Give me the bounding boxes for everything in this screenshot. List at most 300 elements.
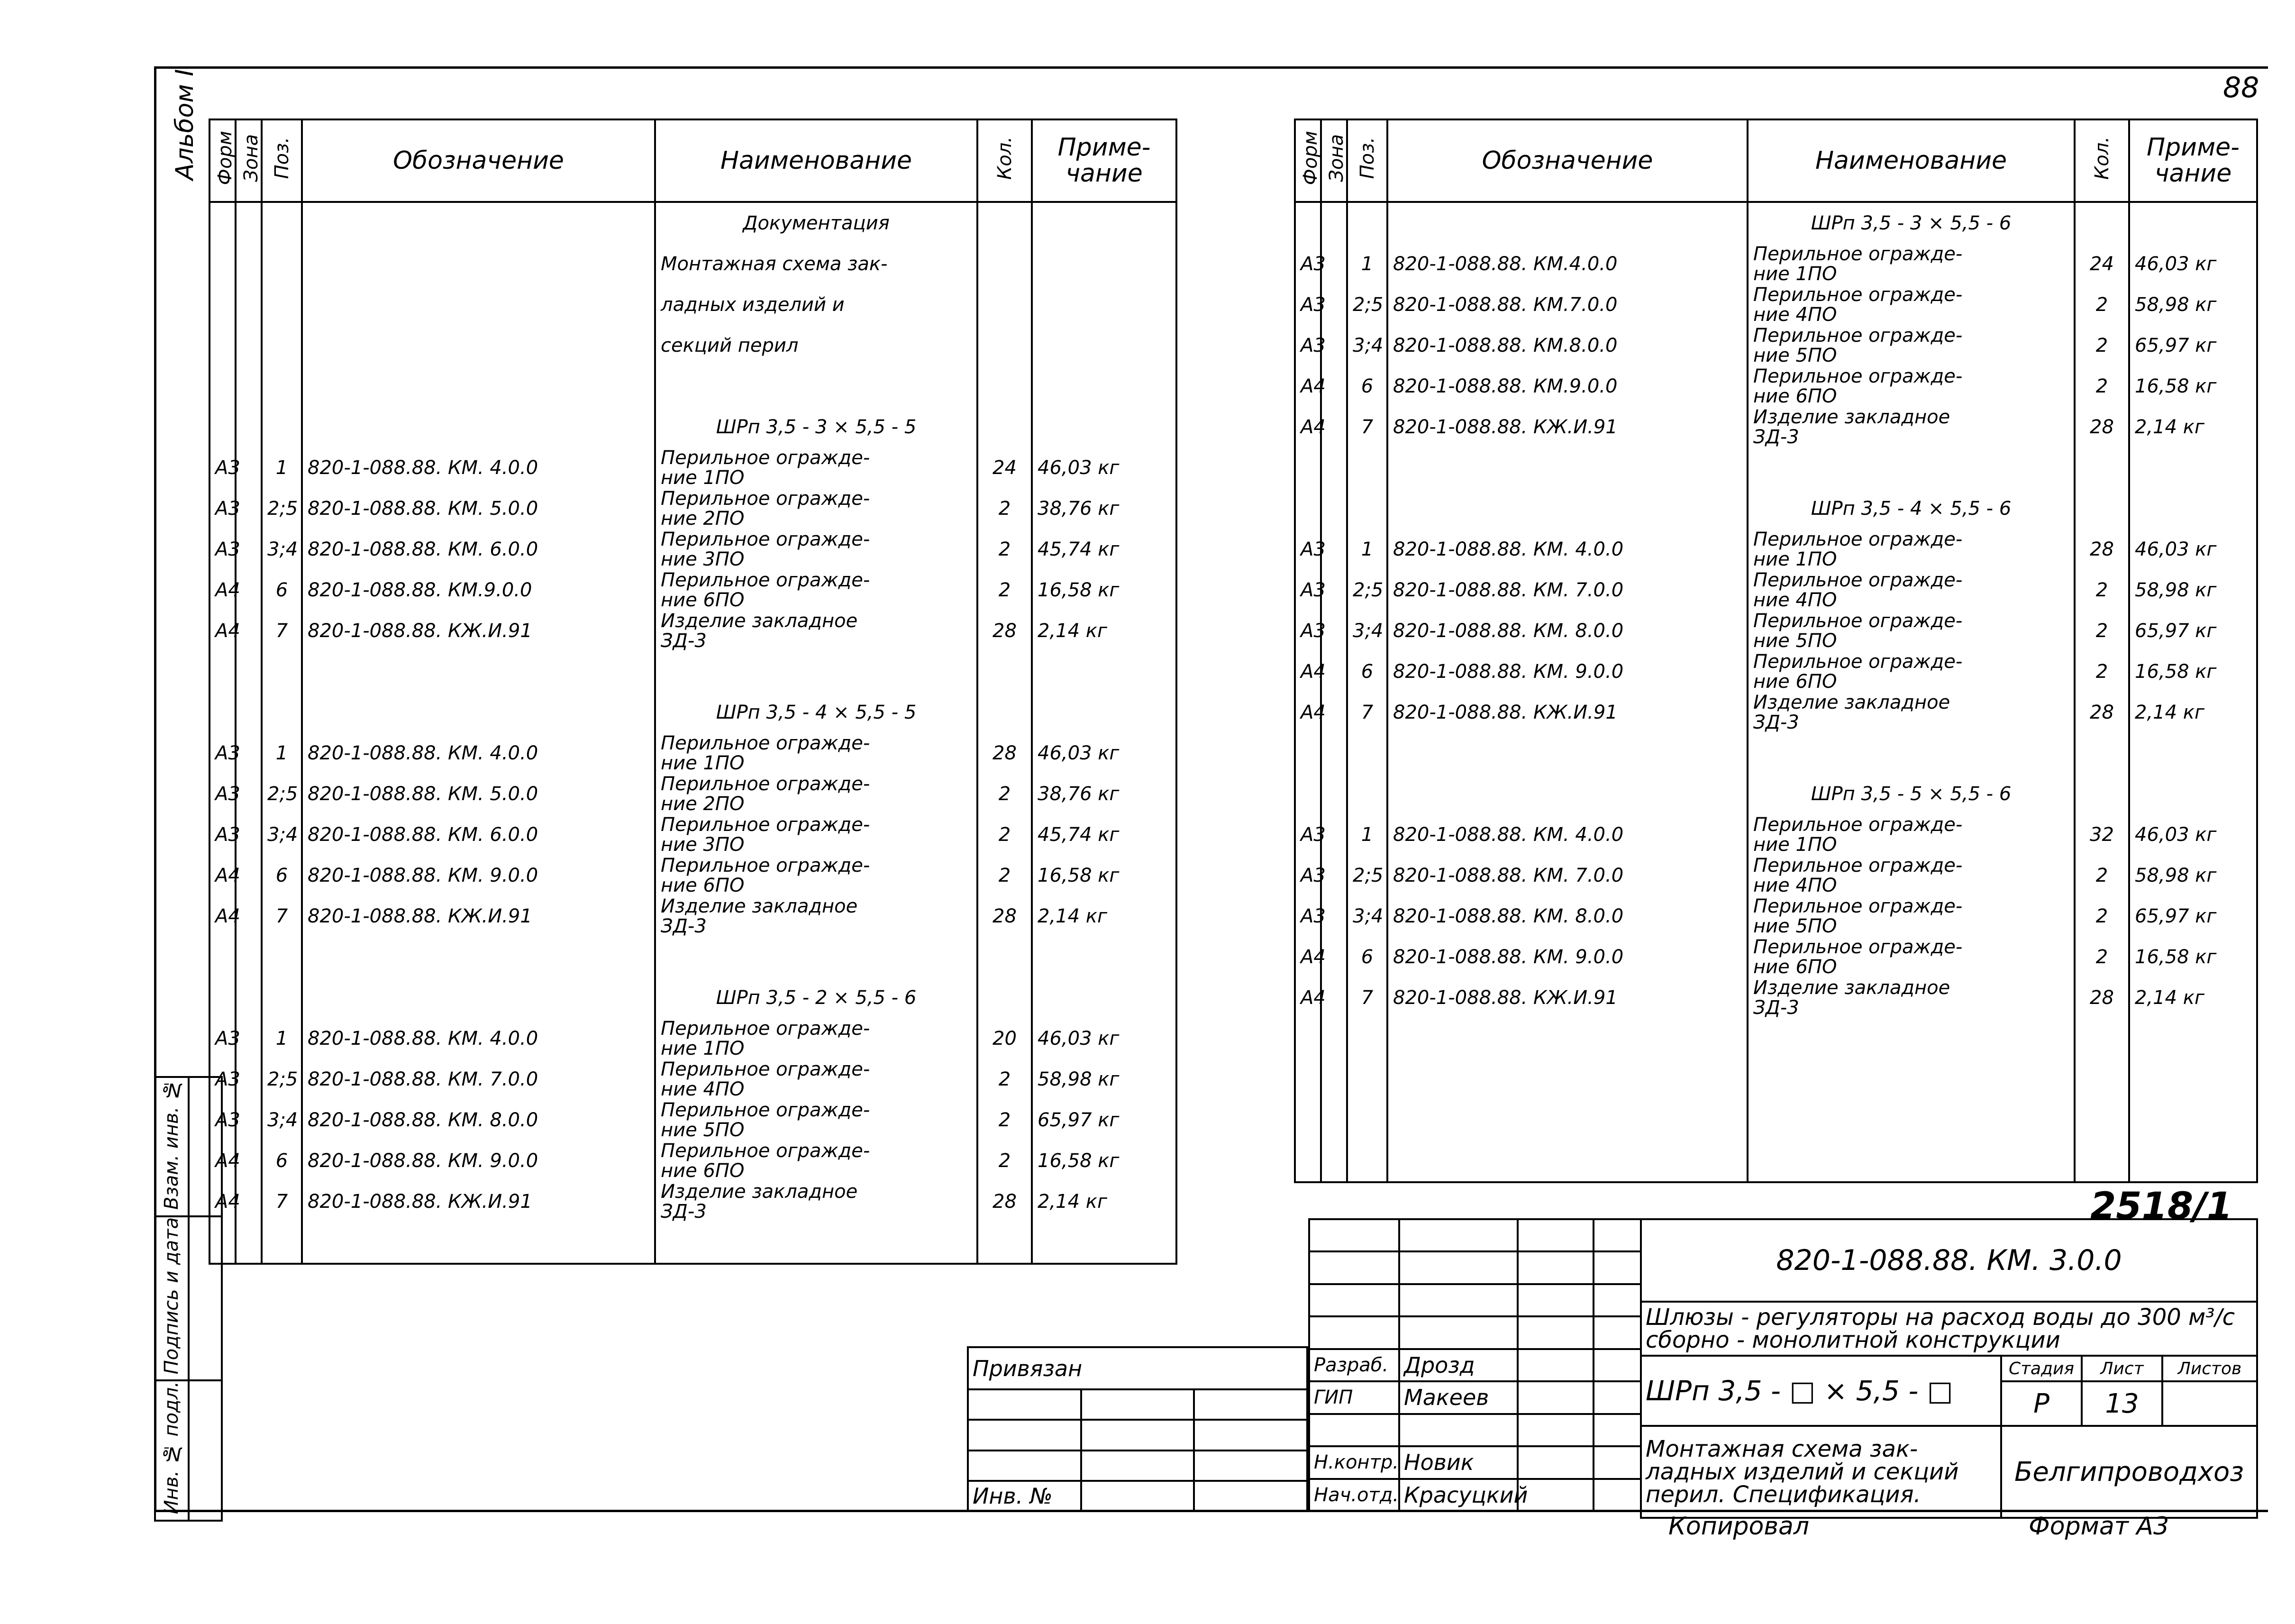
name-cell — [1748, 937, 2075, 977]
name-cell — [1748, 366, 2075, 407]
empty-cell — [2129, 488, 2257, 529]
empty-row — [1295, 447, 2257, 488]
designation-cell: 820-1-088.88. КМ. 7.0.0 — [1387, 570, 1748, 611]
empty-cell — [2129, 1018, 2257, 1059]
qty-cell: 2 — [2075, 611, 2129, 651]
header-note: Приме-чание — [1032, 119, 1176, 202]
form-cell: А3 — [209, 774, 236, 814]
note-cell: 16,58 кг — [2129, 651, 2257, 692]
note-cell: 58,98 кг — [1032, 1059, 1176, 1100]
note-cell: 45,74 кг — [1032, 814, 1176, 855]
empty-cell — [1748, 1100, 2075, 1140]
form-cell: А4 — [209, 611, 236, 651]
spec-row — [209, 855, 1176, 896]
empty-cell — [1032, 407, 1176, 447]
qty-cell: 28 — [2075, 977, 2129, 1018]
signature-grid — [1308, 1218, 1642, 1512]
name-line-2: ЗД-3 — [1753, 997, 1799, 1019]
qty-cell: 2 — [977, 814, 1032, 855]
pos-cell: 6 — [262, 570, 302, 611]
name-cell — [655, 814, 977, 855]
empty-cell — [209, 284, 236, 325]
empty-cell — [977, 244, 1032, 284]
pos-cell: 6 — [262, 1140, 302, 1181]
sheets-label: Листов — [2162, 1356, 2257, 1381]
designation-cell: 820-1-088.88. КМ. 4.0.0 — [1387, 814, 1748, 855]
empty-cell — [1387, 1100, 1748, 1140]
note-cell: 46,03 кг — [2129, 814, 2257, 855]
designation-cell: 820-1-088.88. КМ.9.0.0 — [1387, 366, 1748, 407]
designation-cell: 820-1-088.88. КМ.8.0.0 — [1387, 325, 1748, 366]
side-stamp — [154, 1076, 223, 1522]
pos-cell: 1 — [1347, 244, 1387, 284]
pos-cell: 6 — [1347, 937, 1387, 977]
section-title-row — [1295, 202, 2257, 244]
name-cell — [655, 488, 977, 529]
empty-cell — [262, 284, 302, 325]
empty-cell — [2129, 1140, 2257, 1182]
form-cell: А4 — [209, 1181, 236, 1222]
empty-cell — [1748, 1018, 2075, 1059]
qty-cell: 28 — [977, 1181, 1032, 1222]
empty-cell — [209, 366, 236, 407]
name-line-2: ние 6ПО — [661, 1160, 745, 1182]
spec-row — [1295, 977, 2257, 1018]
qty-cell: 24 — [2075, 244, 2129, 284]
empty-cell — [2075, 1059, 2129, 1100]
name-line-2: ние 3ПО — [661, 548, 745, 570]
name-line-2: ние 5ПО — [1753, 630, 1837, 652]
empty-cell — [977, 202, 1032, 244]
name-cell — [655, 733, 977, 774]
spec-row — [209, 570, 1176, 611]
spec-row — [209, 488, 1176, 529]
section-title: ШРп 3,5 - 3 × 5,5 - 6 — [1748, 202, 2075, 244]
form-cell: А3 — [1295, 896, 1321, 937]
empty-cell — [2129, 774, 2257, 814]
empty-cell — [1032, 325, 1176, 366]
stamp-signature-date: Подпись и дата — [161, 1217, 183, 1375]
note-cell: 65,97 кг — [2129, 896, 2257, 937]
designation-cell: 820-1-088.88. КМ.4.0.0 — [1387, 244, 1748, 284]
name-cell — [1748, 570, 2075, 611]
empty-cell — [1032, 1222, 1176, 1264]
empty-cell — [977, 692, 1032, 733]
empty-row — [209, 1222, 1176, 1264]
name-line-2: ние 6ПО — [661, 589, 745, 611]
empty-cell — [655, 1222, 977, 1264]
drawing-title — [1641, 1426, 2001, 1518]
doc-line: ладных изделий и — [655, 284, 977, 325]
name-line-1: Изделие закладное — [661, 895, 858, 917]
name-line-1: Изделие закладное — [661, 1181, 858, 1203]
stamp-inv-number: Инв. № подл. — [161, 1381, 183, 1515]
name-line-2: ние 6ПО — [1753, 671, 1837, 693]
designation-cell: 820-1-088.88. КМ. 9.0.0 — [1387, 937, 1748, 977]
name-line-2: ние 5ПО — [1753, 915, 1837, 937]
name-cell — [655, 1181, 977, 1222]
empty-row — [209, 366, 1176, 407]
pos-cell: 1 — [262, 733, 302, 774]
left-header-row — [209, 119, 1176, 202]
name-line-1: Изделие закладное — [1753, 977, 1950, 999]
name-line-1: Перильное огражде- — [661, 1099, 870, 1121]
name-line-1: Перильное огражде- — [661, 855, 870, 876]
empty-cell — [302, 284, 655, 325]
empty-row — [209, 651, 1176, 692]
empty-cell — [236, 366, 262, 407]
spec-row — [1295, 529, 2257, 570]
empty-cell — [262, 366, 302, 407]
empty-cell — [262, 202, 302, 244]
form-cell: А4 — [1295, 937, 1321, 977]
left-spec-table — [209, 119, 1177, 1265]
name-cell — [1748, 529, 2075, 570]
spec-row — [1295, 244, 2257, 284]
empty-cell — [236, 244, 262, 284]
empty-cell — [2075, 774, 2129, 814]
note-cell: 65,97 кг — [2129, 325, 2257, 366]
pos-cell: 3;4 — [1347, 325, 1387, 366]
doc-code: 820-1-088.88. КМ. 3.0.0 — [1641, 1219, 2257, 1302]
section-title-row — [209, 977, 1176, 1018]
sheet-corner-number: 88 — [2223, 71, 2259, 104]
empty-cell — [1295, 1059, 1321, 1100]
name-cell — [655, 1140, 977, 1181]
pos-cell: 2;5 — [262, 488, 302, 529]
name-cell — [1748, 284, 2075, 325]
designation-cell: 820-1-088.88. КМ. 4.0.0 — [302, 1018, 655, 1059]
empty-cell — [1032, 202, 1176, 244]
copied-label: Копировал — [1668, 1512, 1810, 1541]
empty-cell — [1347, 1059, 1387, 1100]
note-cell: 16,58 кг — [2129, 366, 2257, 407]
spec-row — [1295, 896, 2257, 937]
name-line-1: Перильное огражде- — [1753, 243, 1963, 265]
empty-cell — [1295, 733, 1321, 774]
spec-row — [209, 1181, 1176, 1222]
name-line-2: ние 1ПО — [661, 1038, 745, 1059]
header-designation: Обозначение — [302, 119, 655, 202]
form-cell: А3 — [209, 814, 236, 855]
empty-cell — [236, 407, 262, 447]
form-cell: А4 — [209, 896, 236, 937]
header-pos: Поз. — [1356, 137, 1378, 179]
empty-cell — [302, 407, 655, 447]
empty-cell — [977, 651, 1032, 692]
empty-cell — [1387, 774, 1748, 814]
empty-cell — [302, 325, 655, 366]
qty-cell: 2 — [977, 774, 1032, 814]
empty-cell — [209, 692, 236, 733]
note-cell: 46,03 кг — [2129, 244, 2257, 284]
form-cell: А3 — [1295, 325, 1321, 366]
name-cell — [1748, 651, 2075, 692]
note-cell: 58,98 кг — [2129, 284, 2257, 325]
empty-cell — [1347, 1100, 1387, 1140]
name-line-1: Перильное огражде- — [1753, 651, 1963, 673]
empty-cell — [1347, 774, 1387, 814]
designation-cell: 820-1-088.88. КЖ.И.91 — [1387, 407, 1748, 447]
role-row-dept-head: Нач.отд. Красуцкий — [1309, 1479, 1641, 1512]
note-cell: 65,97 кг — [1032, 1100, 1176, 1140]
empty-cell — [236, 977, 262, 1018]
empty-cell — [977, 937, 1032, 977]
form-cell: А3 — [1295, 814, 1321, 855]
header-name: Наименование — [655, 119, 977, 202]
empty-cell — [1032, 366, 1176, 407]
pos-cell: 3;4 — [1347, 896, 1387, 937]
pos-cell: 2;5 — [262, 1059, 302, 1100]
designation-cell: 820-1-088.88. КМ. 6.0.0 — [302, 529, 655, 570]
empty-cell — [977, 284, 1032, 325]
spec-row — [1295, 611, 2257, 651]
empty-cell — [236, 692, 262, 733]
empty-cell — [2129, 1100, 2257, 1140]
type-mark: ШРп 3,5 - □ × 5,5 - □ — [1641, 1356, 2001, 1426]
name-line-2: ние 6ПО — [1753, 385, 1837, 407]
empty-cell — [302, 244, 655, 284]
designation-cell: 820-1-088.88. КМ. 9.0.0 — [302, 855, 655, 896]
empty-cell — [302, 651, 655, 692]
note-cell: 16,58 кг — [1032, 570, 1176, 611]
empty-cell — [302, 937, 655, 977]
section-title-row — [209, 692, 1176, 733]
spec-row — [209, 1018, 1176, 1059]
empty-cell — [1347, 447, 1387, 488]
name-line-1: Перильное огражде- — [661, 569, 870, 591]
empty-cell — [1321, 447, 1347, 488]
spec-row — [209, 896, 1176, 937]
name-line-1: Перильное огражде- — [1753, 936, 1963, 958]
spec-row — [209, 1140, 1176, 1181]
section-title-row — [1295, 774, 2257, 814]
pos-cell: 7 — [1347, 692, 1387, 733]
designation-cell: 820-1-088.88. КМ. 4.0.0 — [1387, 529, 1748, 570]
pos-cell: 7 — [262, 611, 302, 651]
name-line-1: Перильное огражде- — [661, 1018, 870, 1040]
bound-block — [967, 1346, 1308, 1512]
name-cell — [1748, 814, 2075, 855]
empty-cell — [236, 325, 262, 366]
name-cell — [655, 447, 977, 488]
qty-cell: 28 — [977, 733, 1032, 774]
note-cell: 46,03 кг — [1032, 447, 1176, 488]
qty-cell: 2 — [2075, 937, 2129, 977]
pos-cell: 7 — [1347, 407, 1387, 447]
empty-cell — [262, 977, 302, 1018]
note-cell: 58,98 кг — [2129, 855, 2257, 896]
name-line-2: ние 2ПО — [661, 508, 745, 529]
empty-cell — [1295, 447, 1321, 488]
name-line-2: ние 4ПО — [1753, 875, 1837, 896]
pos-cell: 6 — [262, 855, 302, 896]
section-title: ШРп 3,5 - 4 × 5,5 - 6 — [1748, 488, 2075, 529]
pos-cell: 2;5 — [1347, 855, 1387, 896]
empty-cell — [1321, 1018, 1347, 1059]
empty-cell — [1295, 1018, 1321, 1059]
empty-cell — [2129, 1059, 2257, 1100]
designation-cell: 820-1-088.88. КМ. 5.0.0 — [302, 774, 655, 814]
header-form: Форм — [1300, 131, 1321, 185]
pos-cell: 7 — [1347, 977, 1387, 1018]
pos-cell: 1 — [262, 447, 302, 488]
note-cell: 2,14 кг — [2129, 977, 2257, 1018]
empty-cell — [1347, 733, 1387, 774]
form-cell: А4 — [1295, 977, 1321, 1018]
empty-cell — [2129, 733, 2257, 774]
designation-cell: 820-1-088.88. КМ. 7.0.0 — [302, 1059, 655, 1100]
qty-cell: 2 — [977, 1140, 1032, 1181]
qty-cell: 2 — [2075, 325, 2129, 366]
empty-cell — [236, 1222, 262, 1264]
name-cell — [655, 570, 977, 611]
form-cell: А3 — [209, 733, 236, 774]
name-cell — [1748, 244, 2075, 284]
qty-cell: 2 — [977, 488, 1032, 529]
empty-row — [1295, 1059, 2257, 1100]
name-line-1: Изделие закладное — [1753, 692, 1950, 713]
spec-row — [209, 529, 1176, 570]
empty-row — [1295, 1140, 2257, 1182]
stage-label: Стадия — [2001, 1356, 2082, 1381]
empty-cell — [2075, 1100, 2129, 1140]
empty-cell — [655, 366, 977, 407]
empty-cell — [262, 937, 302, 977]
name-line-2: ЗД-3 — [661, 915, 707, 937]
qty-cell: 2 — [977, 1059, 1032, 1100]
spec-row — [209, 1100, 1176, 1140]
empty-cell — [262, 651, 302, 692]
name-line-1: Перильное огражде- — [661, 773, 870, 795]
qty-cell: 28 — [977, 896, 1032, 937]
doc-line: секций перил — [655, 325, 977, 366]
designation-cell: 820-1-088.88. КМ. 4.0.0 — [302, 733, 655, 774]
pos-cell: 1 — [1347, 529, 1387, 570]
name-line-1: Перильное огражде- — [1753, 895, 1963, 917]
header-name: Наименование — [1748, 119, 2075, 202]
pos-cell: 7 — [262, 1181, 302, 1222]
name-line-2: ние 6ПО — [1753, 956, 1837, 978]
name-line-1: Изделие закладное — [661, 610, 858, 632]
spec-row — [1295, 325, 2257, 366]
empty-cell — [1387, 1059, 1748, 1100]
sheet-value: 13 — [2082, 1381, 2162, 1426]
qty-cell: 2 — [977, 1100, 1032, 1140]
qty-cell: 2 — [977, 855, 1032, 896]
spec-row — [1295, 651, 2257, 692]
doc-line-row — [209, 244, 1176, 284]
designation-cell: 820-1-088.88. КЖ.И.91 — [302, 896, 655, 937]
name-line-1: Перильное огражде- — [661, 488, 870, 510]
pos-cell: 6 — [1347, 366, 1387, 407]
empty-row — [209, 937, 1176, 977]
note-cell: 2,14 кг — [1032, 1181, 1176, 1222]
name-cell — [1748, 692, 2075, 733]
designation-cell: 820-1-088.88. КЖ.И.91 — [302, 611, 655, 651]
name-line-2: ние 4ПО — [1753, 304, 1837, 326]
empty-cell — [209, 244, 236, 284]
header-designation: Обозначение — [1387, 119, 1748, 202]
empty-cell — [262, 244, 302, 284]
qty-cell: 2 — [977, 529, 1032, 570]
qty-cell: 24 — [977, 447, 1032, 488]
section-title: ШРп 3,5 - 4 × 5,5 - 5 — [655, 692, 977, 733]
name-cell — [1748, 896, 2075, 937]
bound-label: Привязан — [968, 1347, 1307, 1389]
form-cell: А3 — [1295, 244, 1321, 284]
form-cell: А4 — [1295, 366, 1321, 407]
form-cell: А4 — [1295, 651, 1321, 692]
header-zone: Зона — [1326, 134, 1348, 182]
empty-cell — [209, 202, 236, 244]
empty-cell — [1387, 488, 1748, 529]
name-line-1: Перильное огражде- — [661, 447, 870, 469]
form-cell: А4 — [1295, 407, 1321, 447]
qty-cell: 28 — [2075, 529, 2129, 570]
spec-row — [209, 733, 1176, 774]
spec-row — [209, 447, 1176, 488]
stamp-replacement: Взам. инв. № — [161, 1078, 183, 1210]
doc-line-row — [209, 325, 1176, 366]
pos-cell: 7 — [262, 896, 302, 937]
empty-cell — [1295, 488, 1321, 529]
empty-cell — [302, 1222, 655, 1264]
name-line-1: Перильное огражде- — [1753, 365, 1963, 387]
qty-cell: 2 — [2075, 284, 2129, 325]
spec-row — [1295, 937, 2257, 977]
note-cell: 2,14 кг — [2129, 692, 2257, 733]
name-line-2: ЗД-3 — [661, 1201, 707, 1223]
note-cell: 16,58 кг — [1032, 1140, 1176, 1181]
name-cell — [655, 1018, 977, 1059]
pos-cell: 2;5 — [1347, 570, 1387, 611]
name-line-1: Изделие закладное — [1753, 406, 1950, 428]
empty-cell — [1032, 692, 1176, 733]
empty-cell — [1321, 774, 1347, 814]
header-note: Приме-чание — [2129, 119, 2257, 202]
name-cell — [1748, 611, 2075, 651]
name-line-2: ЗД-3 — [1753, 426, 1799, 448]
section-title: ШРп 3,5 - 5 × 5,5 - 6 — [1748, 774, 2075, 814]
empty-row — [1295, 1100, 2257, 1140]
name-cell — [655, 896, 977, 937]
note-cell: 16,58 кг — [1032, 855, 1176, 896]
empty-cell — [1321, 202, 1347, 244]
form-cell: А4 — [1295, 692, 1321, 733]
bound-inv-label: Инв. № — [968, 1481, 1081, 1511]
designation-cell: 820-1-088.88. КМ. 4.0.0 — [302, 447, 655, 488]
note-cell: 46,03 кг — [1032, 733, 1176, 774]
empty-cell — [1032, 284, 1176, 325]
form-cell: А3 — [1295, 529, 1321, 570]
form-cell: А3 — [209, 488, 236, 529]
empty-cell — [1321, 1100, 1347, 1140]
empty-cell — [262, 325, 302, 366]
name-line-1: Перильное огражде- — [661, 814, 870, 836]
empty-cell — [1032, 937, 1176, 977]
designation-cell: 820-1-088.88. КМ. 9.0.0 — [1387, 651, 1748, 692]
form-cell: А3 — [1295, 611, 1321, 651]
form-cell: А4 — [209, 570, 236, 611]
empty-cell — [977, 977, 1032, 1018]
empty-cell — [1748, 447, 2075, 488]
empty-cell — [2075, 447, 2129, 488]
name-cell — [1748, 855, 2075, 896]
spec-row — [1295, 284, 2257, 325]
spec-row — [1295, 407, 2257, 447]
empty-cell — [1387, 1018, 1748, 1059]
